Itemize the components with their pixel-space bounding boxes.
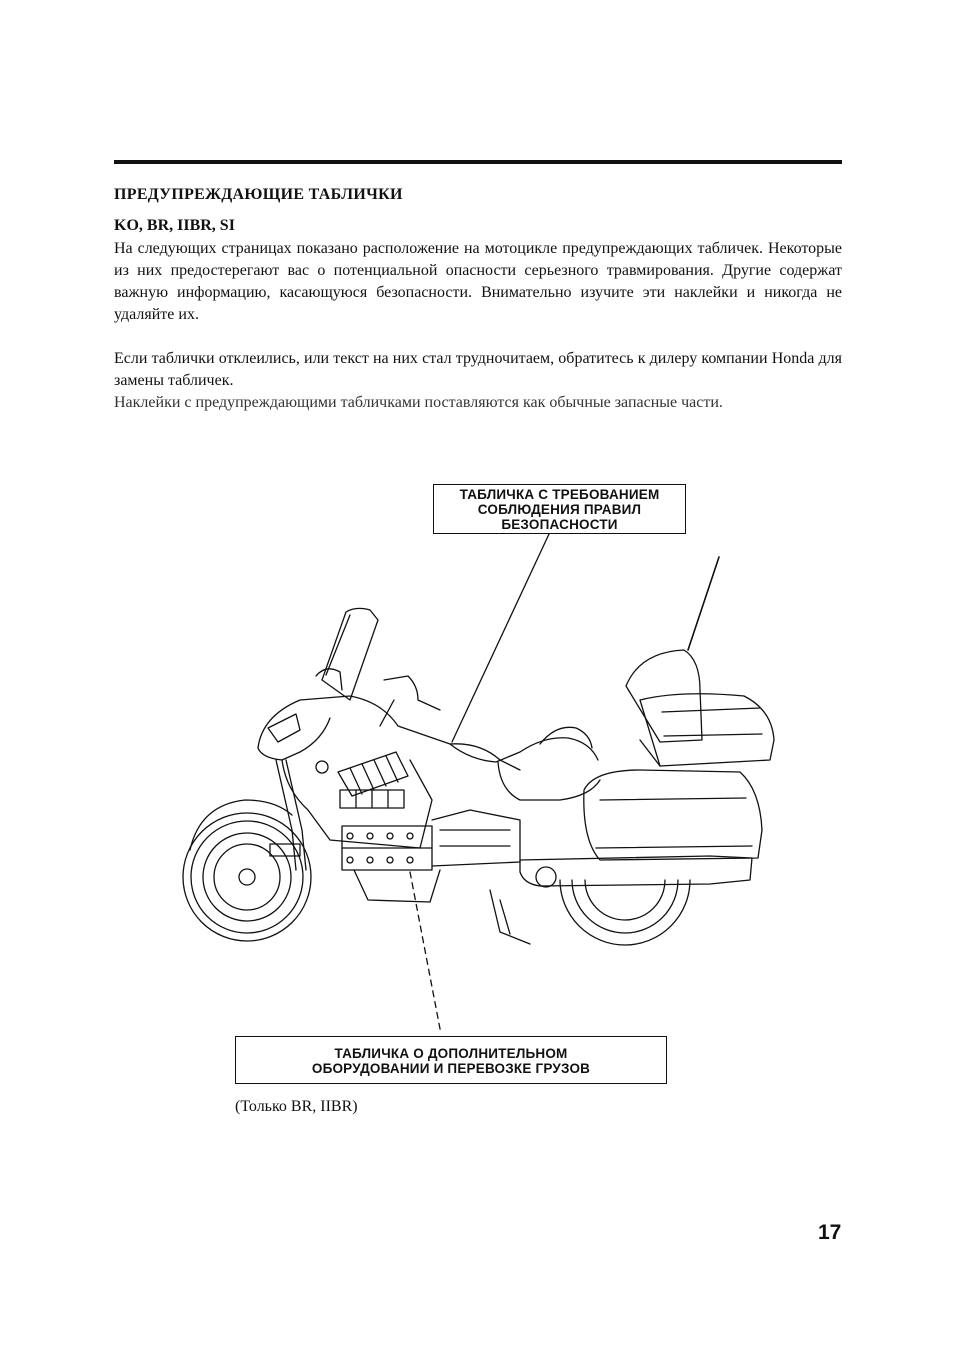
cargo-label-line2: ОБОРУДОВАНИИ И ПЕРЕВОЗКЕ ГРУЗОВ (311, 1061, 591, 1076)
saddlebag (584, 770, 762, 860)
seat (450, 738, 598, 762)
safety-label-callout (433, 484, 686, 534)
safety-label-line3: БЕЗОПАСНОСТИ (501, 517, 618, 532)
safety-label-line1: ТАБЛИЧКА С ТРЕБОВАНИЕМ (459, 487, 660, 502)
handlebar (384, 676, 440, 710)
spare-parts-paragraph: Наклейки с предупреждающими табличками поставляются как обычные запасные части. (114, 394, 723, 411)
cargo-label-line1: ТАБЛИЧКА О ДОПОЛНИТЕЛЬНОМ (334, 1046, 568, 1061)
leader-line-cargo (410, 872, 441, 1034)
antenna (688, 557, 719, 650)
engine (342, 810, 520, 902)
models-subtitle: KO, BR, IIBR, SI (114, 217, 235, 234)
cargo-label-callout (235, 1036, 667, 1084)
model-note: (Только BR, IIBR) (235, 1098, 358, 1115)
side-grille (338, 752, 408, 808)
windscreen (322, 608, 378, 700)
side-stand (490, 890, 530, 944)
top-box (626, 650, 774, 766)
rear-wheel (560, 880, 690, 945)
page-number: 17 (818, 1221, 842, 1244)
safety-label-line2: СОБЛЮДЕНИЯ ПРАВИЛ (477, 502, 642, 517)
section-title: ПРЕДУПРЕЖДАЮЩИЕ ТАБЛИЧКИ (114, 186, 403, 203)
intro-paragraph: На следующих страницах показано расположение на мотоцикле предупреждающих табличек. Некоторые из них предостерегают вас о потенциальной опасности серьезного травмирования. Другие содержат важную информацию, касающуюся безопасности. Внимательно изучите эти наклейки и никогда не удаляйте их. (114, 240, 842, 323)
front-wheel (183, 800, 311, 941)
turn-signal (316, 761, 328, 773)
replacement-paragraph: Если таблички отклеились, или текст на них стал трудночитаем, обратитесь к дилеру компании Honda для замены табличек. (114, 350, 842, 389)
leader-line-safety (452, 534, 549, 742)
mirror (316, 669, 342, 690)
